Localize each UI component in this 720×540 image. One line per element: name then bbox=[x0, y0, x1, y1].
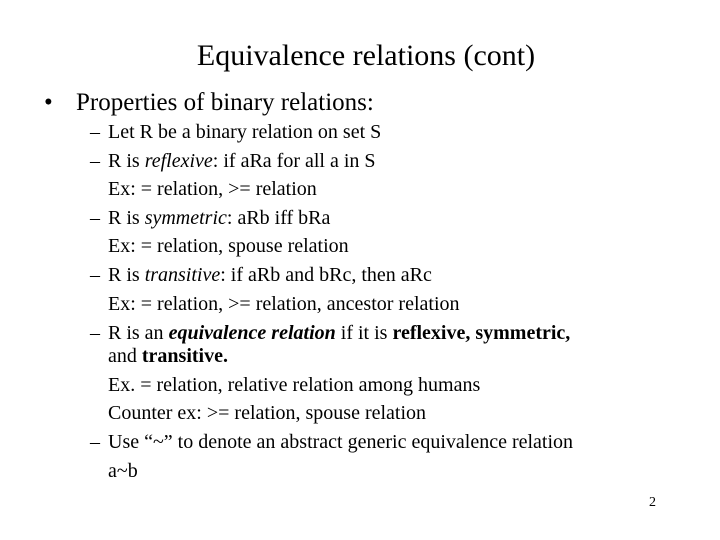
term-transitive: transitive bbox=[144, 264, 221, 286]
sub-bullet-text: R is reflexive: if aRa for all a in S bbox=[108, 150, 376, 172]
term-properties-list: reflexive, symmetric, bbox=[392, 322, 571, 344]
dash-marker: – bbox=[90, 264, 100, 286]
sub-bullet-text: Let R be a binary relation on set S bbox=[108, 121, 382, 143]
dash-marker: – bbox=[90, 207, 100, 229]
dash-marker: – bbox=[90, 150, 100, 172]
sub-bullet-text: Use “~” to denote an abstract generic equivalence relation bbox=[108, 431, 574, 453]
bullet-marker: • bbox=[44, 89, 53, 116]
term-equivalence-relation: equivalence relation bbox=[168, 322, 336, 344]
example-transitive: Ex: = relation, >= relation, ancestor relation bbox=[108, 293, 460, 315]
term-reflexive: reflexive bbox=[144, 150, 213, 172]
sub-bullet-text: R is symmetric: aRb iff bRa bbox=[108, 207, 331, 229]
sub-bullet-text: R is transitive: if aRb and bRc, then aRc bbox=[108, 264, 432, 286]
page-number: 2 bbox=[649, 495, 656, 510]
dash-marker: – bbox=[90, 322, 100, 344]
notation-example: a~b bbox=[108, 460, 138, 482]
counter-example: Counter ex: >= relation, spouse relation bbox=[108, 402, 427, 424]
main-bullet-text: Properties of binary relations: bbox=[76, 89, 374, 116]
example-symmetric: Ex: = relation, spouse relation bbox=[108, 235, 349, 257]
sub-bullet-text: R is an equivalence relation if it is reflexive, symmetric, bbox=[108, 322, 571, 344]
example-equivalence: Ex. = relation, relative relation among humans bbox=[108, 374, 481, 396]
dash-marker: – bbox=[90, 431, 100, 453]
slide-title: Equivalence relations (cont) bbox=[196, 39, 536, 72]
term-transitive-bold: transitive. bbox=[141, 345, 228, 367]
term-symmetric: symmetric bbox=[144, 207, 227, 229]
example-reflexive: Ex: = relation, >= relation bbox=[108, 178, 317, 200]
dash-marker: – bbox=[90, 121, 100, 143]
main-bullet bbox=[44, 87, 374, 119]
equivalence-continuation: and transitive. bbox=[108, 345, 228, 367]
